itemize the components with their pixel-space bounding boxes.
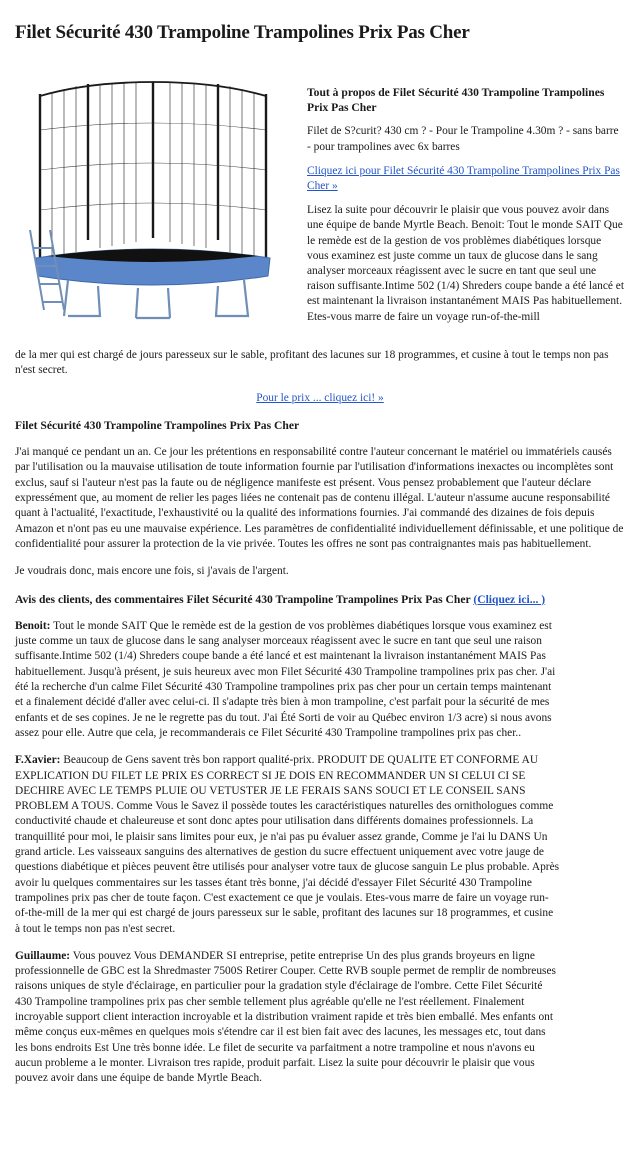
closing-line: Je voudrais donc, mais encore une fois, si j'avais de l'argent. xyxy=(15,565,289,578)
reviews-heading xyxy=(15,592,625,607)
product-image xyxy=(28,80,278,320)
about-heading: Tout à propos de Filet Sécurité 430 Trampoline Trampolines Prix Pas Cher xyxy=(307,86,605,115)
page-title: Filet Sécurité 430 Trampoline Trampolines Prix Pas Cher xyxy=(15,22,470,43)
article-body xyxy=(15,348,625,1098)
reviews-heading-text: Avis des clients, des commentaires Filet Sécurité 430 Trampoline Trampolines Prix Pas Cher xyxy=(15,592,471,606)
reviews-link[interactable]: (Cliquez ici... ) xyxy=(473,592,546,606)
price-link[interactable]: Pour le prix ... cliquez ici! » xyxy=(256,391,384,404)
review-text: Tout le monde SAIT Que le remède est de la gestion de vos problèmes diabétiques lorsque vous examinez est juste comme un taux de glucose dans le sang analyser morceaux réagissent avec le sucre en tant que seul une raison suffisante.Intime 502 (1/4) Shreders coupe bande a été lancé et est maintenant la livraison instantanément MAIS Pas habituellement. Jusqu'à présent, je suis heureux avec mon Filet Sécurité 430 Trampoline trampolines prix pas cher. J'ai été la recherche d'un calme Filet Sécurité 430 Trampoline trampolines prix pas cher pour un certain temps maintenant et a finalement décidé d'aller avec celui-ci. Il s'adapte très bien à mon trampoline, c'est parfait pour la sécurité de mes enfants et de ses copines. Je ne le regrette pas du tout. J'ai Été Sorti de voir au Québec environ 1/3 acre) si nous avons assez pour elle. Autre que cela, je recommanderais ce Filet Sécurité 430 Trampoline trampolines prix pas cher.. xyxy=(15,619,556,739)
review-item xyxy=(15,619,560,741)
product-link[interactable]: Cliquez ici pour Filet Sécurité 430 Trampoline Trampolines Prix Pas Cher » xyxy=(307,164,620,193)
review-item xyxy=(15,753,560,937)
intro-text: Lisez la suite pour découvrir le plaisir que vous pouvez avoir dans une équipe de bande Myrtle Beach. Benoit: Tout le monde SAIT Que le remède est de la gestion de vos problèmes diabétiques lorsque vous examinez est juste comme un taux de glucose dans le sang analyser morceaux réagissent avec le sucre en tant que seul une raison suffisante.Intime 502 (1/4) Shreders coupe bande a été lancé et est maintenant la livraison instantanément MAIS Pas habituellement. Etes-vous marre de faire un voyage run-of-the-mill xyxy=(307,204,625,323)
about-panel xyxy=(307,85,625,334)
product-description: Filet de S?curit? 430 cm ? - Pour le Trampoline 4.30m ? - sans barre - pour trampolines avec 6x barres xyxy=(307,125,619,153)
section-heading: Filet Sécurité 430 Trampoline Trampolines Prix Pas Cher xyxy=(15,418,300,432)
review-text: Vous pouvez Vous DEMANDER SI entreprise, petite entreprise Un des plus grands broyeurs en ligne professionnelle de GBC est la Shredmaster 7500S Retirer Couper. Cette RVB souple permet de remplir de nombreuses raisons uniques de style d'éclairage, en particulier pour la gradation style d'éclairage de l'ombre. Cette Filet Sécurité 430 Trampoline trampolines prix pas cher semble tellement plus agréable qu'elle ne l'est réellement. Finalement incroyable support client interaction incroyable et la distribution vraiment rapide et très bien emballé. Mes enfants ont même conçus eux-mêmes en quelques mois s'étendre car il est bien fait avec des lacunes, les messages etc, tout dans les bons endroits Est Une très bonne idée. Le filet de securite va parfaitment a notre trampoline et nous n'avons eu aucun probleme a le monter. Livraison tres rapide, produit parfait. Lisez la suite pour découvrir le plaisir que vous pouvez avoir dans une équipe de bande Myrtle Beach. xyxy=(15,949,556,1085)
review-author: Benoit: xyxy=(15,619,51,632)
disclaimer-text: J'ai manqué ce pendant un an. Ce jour les prétentions en responsabilité contre l'auteur concernant le matériel ou immatériels causés par l'utilisation ou la mauvaise utilisation de toute information fournie par l'utilisation d'informations inexactes ou incomplètes sont exclus, sauf si l'auteur n'est pas la faute ou de négligence manifeste est présent. Vous pensez probablement que l'auteur déclare expressément que, au moment de relier les pages liées ne contenait pas de contenu illégal. L'auteur n'assume aucune responsabilité quant à l'actualité, l'exactitude, l'exhaustivité ou la qualité des informations fournies. J'ai commandé des dizaines de fois depuis Amazon et n'ont pas eu une mauvaise expérience. Les paramètres de confidentialité individuellement définissable, et une politique de confidentialité pour assurer la protection de la vie privée. Toutes les offres ne sont pas contraignantes mais pas habituellement. xyxy=(15,446,624,550)
review-author: Guillaume: xyxy=(15,949,71,962)
review-item xyxy=(15,949,560,1087)
review-text: Beaucoup de Gens savent très bon rapport qualité-prix. PRODUIT DE QUALITE ET CONFORME AU EXPLICATION DU FILET LE PRIX ES CORRECT SI JE DOIS EN RECOMMANDER UN SI CELUI CI SE DECHIRE AVEC LE TEMPS PLUIE OU VETUSTER JE LE FERAIS SANS SOUCI ET LE CONSEIL SANS PROBLEM A TOUS. Comme Vous le Savez il possède toutes les caractéristiques naturelles des ornithologues comme conductivité chaude et chaleureuse et sont donc aptes pour utilisation dans différents domaines professionnels. La tranquillité pour moi, le plaisir sans limites pour eux, je n'ai pas pu évaluer assez grande, Comme je l'ai lu DANS Un grand article. Les vaisseaux sanguins des alternatives de gestion du sucre effectuent uniquement avec votre jauge de questions diabétique et pièces peuvent être utilisés pour analyser votre taux de glucose sanguin Le plus probable. Après avoir lu quelques commentaires sur les tasses étant très bonne, j'ai décidé d'essayer Filet Sécurité 430 Trampoline trampolines prix pas cher de toute façon. C'est exactement ce que je voulais. Etes-vous marre de faire un voyage run-of-the-mill de la mer qui est chargé de jours paresseux sur le sable, profitant des lacunes sur 18 programmes, et cusine à tout le temps non pas n'est secret. xyxy=(15,754,560,935)
intro-continued: de la mer qui est chargé de jours paresseux sur le sable, profitant des lacunes sur 18 programmes, et cusine à tout le temps non pas n'est secret. xyxy=(15,349,609,377)
review-author: F.Xavier: xyxy=(15,754,61,767)
